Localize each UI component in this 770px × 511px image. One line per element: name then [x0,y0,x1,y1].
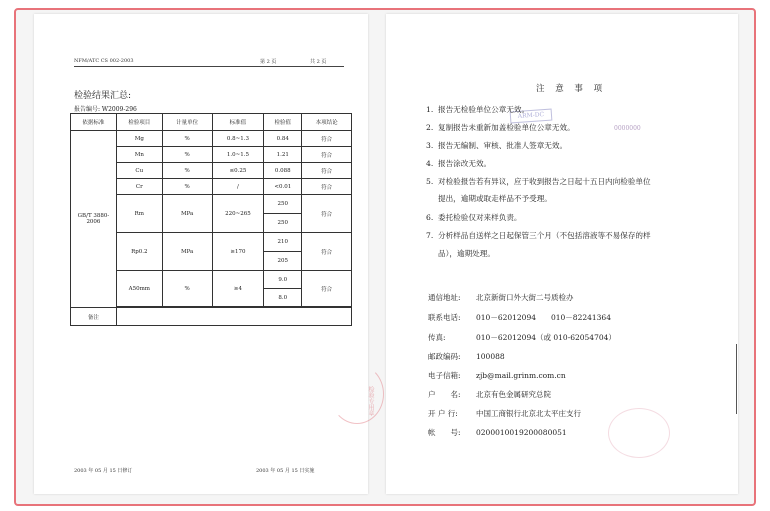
unit-cell: % [162,131,212,147]
col-header: 标准值 [212,114,264,131]
header-page: 第 2 页 [260,59,277,65]
notice-item: 2. 复制报告未重新加盖检验单位公章无效。 [426,123,575,132]
conclusion-cell: 符合 [302,131,352,147]
contact-row: 通信地址: 北京新街口外大街二号质检办 [428,293,574,302]
item-cell: Rp0.2 [116,233,162,271]
header-divider [74,66,344,67]
contact-row: 帐 号: 0200010019200080051 [428,428,567,437]
footer-implemented: 2003 年 05 月 15 日实施 [256,468,315,474]
unit-cell: % [162,179,212,195]
value-cell: 250 [264,214,302,233]
remark-label: 备注 [71,308,117,326]
page-edge-line [736,344,737,414]
col-header: 检验项目 [116,114,162,131]
conclusion-cell: 符合 [302,195,352,233]
table-row [71,131,352,147]
value-cell: 0.84 [264,131,302,147]
unit-cell: % [162,163,212,179]
value-cell: 9.0 [264,271,302,289]
stamp-arc [330,364,384,424]
item-cell: Mn [116,147,162,163]
value-cell: 210 [264,233,302,252]
std-cell: / [212,179,264,195]
header-total: 共 2 页 [310,59,327,65]
conclusion-cell: 符合 [302,147,352,163]
value-cell: 0.088 [264,163,302,179]
right-document-page [386,14,738,494]
std-cell: ≥4 [212,271,264,307]
conclusion-cell: 符合 [302,163,352,179]
conclusion-cell: 符合 [302,271,352,307]
contact-row: 电子信箱: zjb@mail.grinm.com.cn [428,371,566,380]
notice-item: 5. 对检验报告若有异议，应于收到报告之日起十五日内向检验单位 [426,177,651,186]
item-cell: Cr [116,179,162,195]
notice-item: 1. 报告无检验单位公章无效。 [426,105,530,114]
faint-stamp [608,408,670,458]
contact-row: 传真: 010－62012094（或 010-62054704） [428,333,616,342]
item-cell: Cu [116,163,162,179]
section-title: 检验结果汇总: [74,91,132,101]
std-cell: ≤0.25 [212,163,264,179]
table-header-row [71,114,352,131]
col-header: 本项结论 [302,114,352,131]
standard-cell: GB/T 3880-2006 [71,131,117,308]
stamp-number: 0000000 [614,125,641,132]
notice-item: 提出，逾期或取走样品不予受理。 [438,194,552,203]
contact-row: 邮政编码: 100088 [428,352,505,361]
remark-row [71,308,352,326]
stamp-text: 检验专用章 [367,386,374,416]
notice-title: 注 意 事 项 [536,84,607,94]
remark-value [116,308,351,326]
std-cell: 0.8~1.3 [212,131,264,147]
conclusion-cell: 符合 [302,179,352,195]
value-cell: <0.01 [264,179,302,195]
header-code: NFM/ATC CS 002-2003 [74,58,134,64]
col-header: 依据标准 [71,114,117,131]
std-cell: 1.0~1.5 [212,147,264,163]
unit-cell: MPa [162,195,212,233]
std-cell: 220~265 [212,195,264,233]
item-cell: Mg [116,131,162,147]
std-cell: ≥170 [212,233,264,271]
value-cell: 205 [264,252,302,271]
contact-row: 开 户 行: 中国工商银行北京北太平庄支行 [428,409,581,418]
footer-revised: 2003 年 05 月 15 日修订 [74,468,133,474]
left-document-page [34,14,374,494]
col-header: 检验值 [264,114,302,131]
col-header: 计量单位 [162,114,212,131]
notice-item: 6. 委托检验仅对来样负责。 [426,213,522,222]
value-cell: 250 [264,195,302,214]
value-cell: 1.21 [264,147,302,163]
unit-cell: % [162,147,212,163]
results-table [70,113,352,326]
item-cell: Rm [116,195,162,233]
contact-row: 户 名: 北京有色金属研究总院 [428,390,551,399]
item-cell: A50mm [116,271,162,307]
notice-item: 3. 报告无编制、审核、批准人签章无效。 [426,141,568,150]
unit-cell: % [162,271,212,307]
stamp-mark: ARM-DC [510,109,553,124]
unit-cell: MPa [162,233,212,271]
report-number: 报告编号: W2009-296 [74,106,137,113]
notice-item: 品），逾期处理。 [438,249,495,258]
contact-row: 联系电话: 010－62012094 010－82241364 [428,313,611,322]
notice-item: 7. 分析样品自送样之日起保管三个月（不包括溶液等不易保存的样 [426,231,651,240]
notice-item: 4. 报告涂改无效。 [426,159,492,168]
conclusion-cell: 符合 [302,233,352,271]
value-cell: 8.0 [264,289,302,307]
